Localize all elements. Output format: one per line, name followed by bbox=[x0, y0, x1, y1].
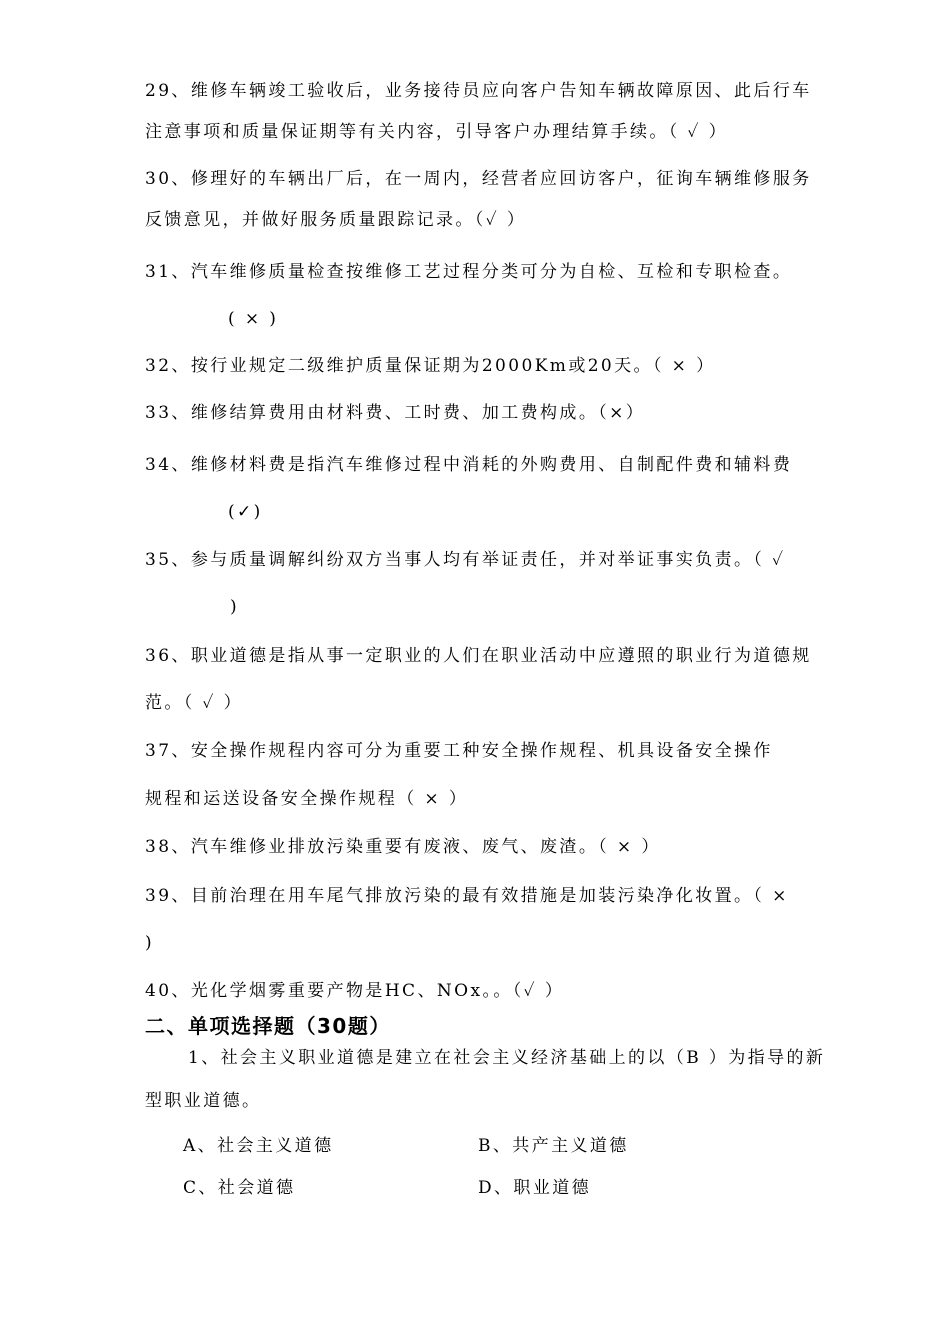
question-30-line-2: 反馈意见，并做好服务质量跟踪记录。（✓ ） bbox=[145, 210, 527, 230]
question-31-answer: ( × ) bbox=[228, 309, 279, 329]
question-39-line-1: 39、目前治理在用车尾气排放污染的最有效措施是加装污染净化妆置。（ × bbox=[145, 886, 789, 906]
option-a: A、社会主义道德 bbox=[183, 1136, 334, 1156]
question-39-answer-end: ) bbox=[145, 933, 155, 953]
question-36-line-1: 36、职业道德是指从事一定职业的人们在职业活动中应遵照的职业行为道德规 bbox=[145, 646, 812, 666]
question-35-line-1: 35、参与质量调解纠纷双方当事人均有举证责任，并对举证事实负责。（ ✓ bbox=[145, 550, 786, 570]
choice-question-1-line-2: 型职业道德。 bbox=[145, 1091, 262, 1111]
question-29-line-2: 注意事项和质量保证期等有关内容，引导客户办理结算手续。（ ✓ ） bbox=[145, 122, 729, 142]
question-37-line-2: 规程和运送设备安全操作规程（ × ） bbox=[145, 789, 469, 809]
question-34-answer: (✓) bbox=[228, 502, 263, 522]
option-b: B、共产主义道德 bbox=[478, 1136, 629, 1156]
question-30-line-1: 30、修理好的车辆出厂后，在一周内，经营者应回访客户，征询车辆维修服务 bbox=[145, 169, 812, 189]
choice-question-1-line-1: 1、社会主义职业道德是建立在社会主义经济基础上的以（B ）为指导的新 bbox=[188, 1048, 826, 1068]
question-31-line-1: 31、汽车维修质量检查按维修工艺过程分类可分为自检、互检和专职检查。 bbox=[145, 262, 793, 282]
question-35-answer-end: ) bbox=[230, 597, 240, 617]
question-38-line-1: 38、汽车维修业排放污染重要有废液、废气、废渣。（ × ） bbox=[145, 837, 661, 857]
question-40-line-1: 40、光化学烟雾重要产物是HC、NOx。。（✓ ） bbox=[145, 981, 565, 1001]
question-37-line-1: 37、安全操作规程内容可分为重要工种安全操作规程、机具设备安全操作 bbox=[145, 741, 773, 761]
question-36-line-2: 范。（ ✓ ） bbox=[145, 693, 244, 713]
question-34-line-1: 34、维修材料费是指汽车维修过程中消耗的外购费用、自制配件费和辅料费 bbox=[145, 455, 793, 475]
question-29-line-1: 29、维修车辆竣工验收后，业务接待员应向客户告知车辆故障原因、此后行车 bbox=[145, 81, 812, 101]
question-32-line-1: 32、按行业规定二级维护质量保证期为2000Km或20天。（ × ） bbox=[145, 356, 716, 376]
section-title: 二、单项选择题（30题） bbox=[145, 1014, 391, 1038]
option-d: D、职业道德 bbox=[478, 1178, 592, 1198]
question-33-line-1: 33、维修结算费用由材料费、工时费、加工费构成。（×） bbox=[145, 403, 646, 423]
option-c: C、社会道德 bbox=[183, 1178, 296, 1198]
